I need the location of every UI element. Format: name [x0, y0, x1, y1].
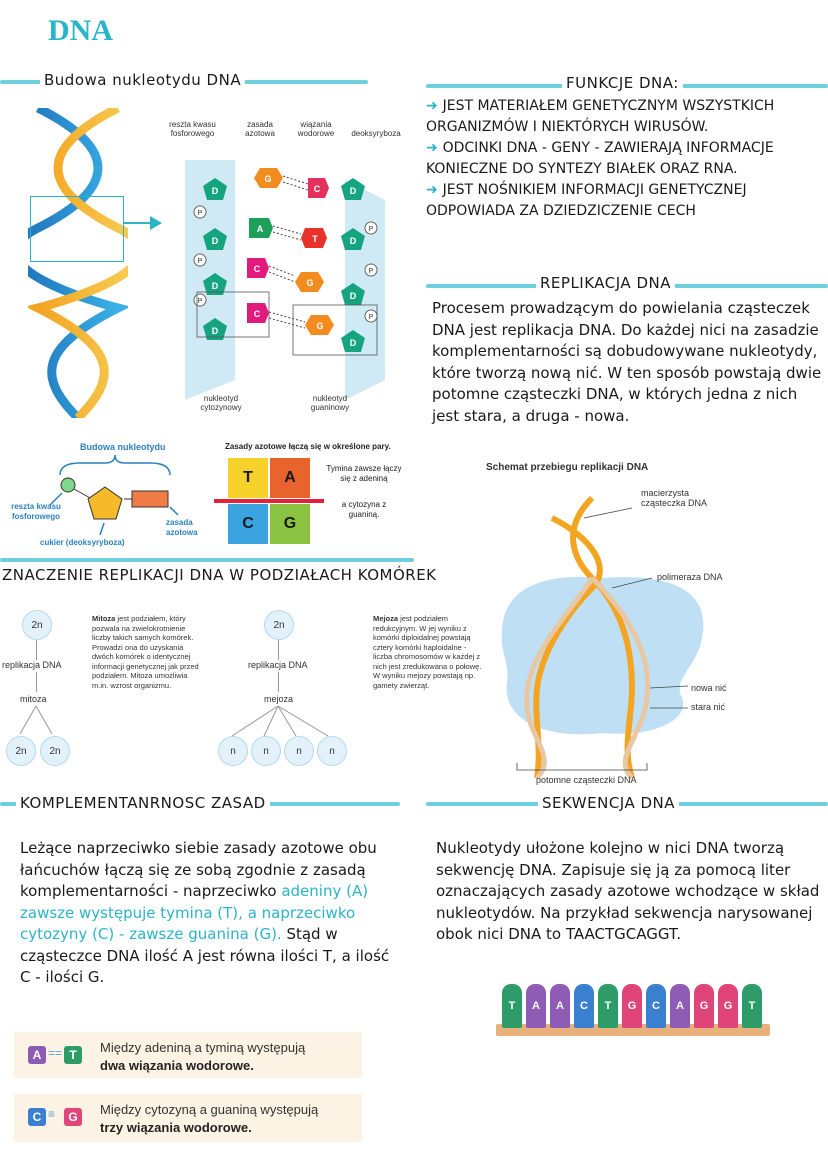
- sequence-strand: [496, 980, 770, 1042]
- label-nukleotyd-guaninowy: nukleotyd guaninowy: [310, 394, 350, 412]
- section-header-funkcje: FUNKCJE DNA:: [562, 74, 683, 92]
- label-cukier: cukier (deoksyryboza): [40, 538, 125, 547]
- nucleotide-structure-diagram: [165, 140, 390, 410]
- section-header-budowa: Budowa nukleotydu DNA: [40, 71, 245, 89]
- label-macierzysta: macierzysta cząsteczka DNA: [641, 488, 708, 508]
- mejoza-description: Mejoza jest podziałem redukcyjnym. W jej wyniku z komórki diploidalnej powstają cztery komórki haploidalne - liczba chromosomów w każdej z nich jest zredukowana o połowę. W wyniku mejozy powstają np. gamety zwierząt.: [373, 614, 482, 690]
- puzzle-title: Zasady azotowe łączą się w określone pary.: [225, 442, 391, 451]
- cell-n: n: [251, 736, 281, 766]
- diagram-title-budowa: Budowa nukleotydu: [80, 442, 166, 452]
- puzzle-graphic: [228, 458, 310, 544]
- cell-2n: 2n: [264, 610, 294, 640]
- bond-info-box-cg: [14, 1094, 362, 1142]
- sequence-base-t: T: [742, 984, 762, 1028]
- mejoza-step-replikacja: replikacja DNA: [248, 660, 308, 670]
- svg-text:D: D: [211, 326, 219, 336]
- sequence-bases: [502, 984, 764, 1028]
- sequence-base-t: T: [502, 984, 522, 1028]
- sequence-base-a: A: [526, 984, 546, 1028]
- sequence-base-t: T: [598, 984, 618, 1028]
- sequence-base-a: A: [550, 984, 570, 1028]
- cell-n: n: [284, 736, 314, 766]
- svg-text:D: D: [211, 236, 219, 246]
- section-header-sekwencja: SEKWENCJA DNA: [538, 794, 679, 812]
- label-potomne: potomne cząsteczki DNA: [536, 775, 637, 785]
- label-wiazania: wiązania wodorowe: [297, 120, 335, 138]
- bond-text-line2: trzy wiązania wodorowe.: [100, 1120, 252, 1135]
- svg-text:P: P: [368, 268, 374, 275]
- mejoza-branches: [220, 706, 340, 738]
- svg-text:D: D: [349, 338, 357, 348]
- mitoza-branches: [16, 706, 60, 736]
- funkcje-item: ➜ ODCINKI DNA - GENY - ZAWIERAJĄ INFORMACJE KONIECZNE DO SYNTEZY BIAŁEK ORAZ RNA.: [426, 140, 774, 177]
- base-c-icon: C: [28, 1108, 46, 1126]
- sequence-base-g: G: [622, 984, 642, 1028]
- header-rule: [0, 558, 414, 562]
- puzzle-note-1: Tymina zawsze łączy się z adeniną: [326, 464, 402, 483]
- svg-text:P: P: [197, 258, 203, 265]
- label-zasada-azotowa: zasada azotowa: [245, 120, 275, 138]
- arrow-icon: ➜: [426, 98, 443, 114]
- arrow-icon: ➜: [426, 182, 443, 198]
- svg-text:G: G: [264, 174, 272, 184]
- svg-text:P: P: [368, 314, 374, 321]
- puzzle-note-2: a cytozyna z guaniną.: [341, 500, 387, 519]
- cell-2n: 2n: [22, 610, 52, 640]
- flow-line: [36, 672, 37, 692]
- sekwencja-text: Nukleotydy ułożone kolejno w nici DNA tworzą sekwencję DNA. Zapisuje się ją za pomocą liter oznaczających zasady azotowe wchodzące w skład nukleotydów. Na przykład sekwencja narysowanej obok nici DNA to TAACTGCAGGT.: [436, 839, 820, 943]
- bond-text-line1: Między cytozyną a guaniną występują: [100, 1102, 319, 1117]
- puzzle-piece-c: C: [228, 504, 268, 544]
- svg-text:P: P: [197, 210, 203, 217]
- triple-bond-icon: ≡: [48, 1107, 56, 1121]
- svg-text:C: C: [253, 309, 261, 319]
- flow-line: [278, 640, 279, 660]
- cell-n: n: [317, 736, 347, 766]
- bond-info-box-at: [14, 1032, 362, 1078]
- label-stara-nic: stara nić: [691, 702, 726, 712]
- base-a-icon: A: [28, 1046, 46, 1064]
- base-t-icon: T: [64, 1046, 82, 1064]
- svg-text:G: G: [306, 278, 314, 288]
- puzzle-piece-a: A: [270, 458, 310, 498]
- flow-line: [36, 640, 37, 660]
- sequence-base-g: G: [718, 984, 738, 1028]
- cell-2n: 2n: [40, 736, 70, 766]
- svg-text:G: G: [316, 321, 324, 331]
- section-header-znaczenie: ZNACZENIE REPLIKACJI DNA W PODZIAŁACH KOMÓREK: [2, 566, 437, 584]
- dna-helix-illustration: [28, 108, 128, 418]
- label-reszta-2: reszta kwasu fosforowego: [11, 502, 61, 521]
- svg-text:D: D: [349, 236, 357, 246]
- komplementarnosc-text: Leżące naprzeciwko siebie zasady azotowe obu łańcuchów łączą się ze sobą zgodnie z zasadą komplementarności - naprzeciwko adeniny (A) zawsze występuje tymina (T), a naprzeciwko cytozyny (C) - zawsze guanina (G). Stąd w cząsteczce DNA ilość A jest równa ilości T, a ilość C - ilości G.: [20, 839, 390, 986]
- double-bond-icon: ==: [48, 1046, 63, 1060]
- puzzle-piece-t: T: [228, 458, 268, 498]
- label-deoksyryboza: deoksyryboza: [351, 129, 401, 138]
- svg-text:D: D: [349, 186, 357, 196]
- sequence-base-c: C: [646, 984, 666, 1028]
- mitoza-description: Mitoza jest podziałem, który pozwala na zwielokrotnienie liczby takich samych komórek. Prowadzi ona do uzyskania dwóch komórek o identycznej informacji genetycznej jak przed podziałem. Mitoza umożliwia m.in. wzrost organizmu.: [92, 614, 199, 690]
- bond-text-line1: Między adeniną a tyminą występują: [100, 1040, 306, 1055]
- funkcje-item: ➜ JEST MATERIAŁEM GENETYCZNYM WSZYSTKICH ORGANIZMÓW I NIEKTÓRYCH WIRUSÓW.: [426, 98, 775, 135]
- label-zasada-2: zasada azotowa: [166, 518, 198, 537]
- section-header-replikacja: REPLIKACJA DNA: [536, 274, 675, 292]
- funkcje-list: [426, 96, 826, 222]
- mejoza-step-mejoza: mejoza: [264, 694, 294, 704]
- base-g-icon: G: [64, 1108, 82, 1126]
- zoom-arrow-line: [124, 222, 152, 224]
- section-header-komplementarnosc: KOMPLEMENTANRNOSC ZASAD: [16, 794, 270, 812]
- label-polimeraza: polimeraza DNA: [657, 572, 723, 582]
- zoom-frame: [30, 196, 124, 262]
- sequence-base-g: G: [694, 984, 714, 1028]
- replication-diagram: [482, 478, 722, 798]
- flow-line: [278, 672, 279, 692]
- sequence-base-c: C: [574, 984, 594, 1028]
- svg-text:T: T: [312, 234, 318, 244]
- replikacja-text: Procesem prowadzącym do powielania cząsteczek DNA jest replikacja DNA. Do każdej nici na zasadzie komplementarności są dobudowywane nukleotydy, które tworzą nową nić. W ten sposób powstają dwie potomne cząsteczki DNA, w których jedna z nich jest stara, a druga - nowa.: [432, 299, 822, 425]
- label-nowa-nic: nowa nić: [691, 683, 727, 693]
- svg-text:C: C: [313, 184, 321, 194]
- svg-text:P: P: [368, 226, 374, 233]
- puzzle-divider: [214, 499, 324, 503]
- arrow-icon: ➜: [426, 140, 443, 156]
- cell-n: n: [218, 736, 248, 766]
- svg-text:P: P: [197, 298, 203, 305]
- mitoza-step-replikacja: replikacja DNA: [2, 660, 62, 670]
- zoom-arrow-head: [150, 216, 162, 230]
- label-reszta-kwasu: reszta kwasu fosforowego: [169, 120, 216, 138]
- svg-text:D: D: [211, 281, 219, 291]
- funkcje-item: ➜ JEST NOŚNIKIEM INFORMACJI GENETYCZNEJ ODPOWIADA ZA DZIEDZICZENIE CECH: [426, 182, 747, 219]
- svg-text:C: C: [253, 264, 261, 274]
- mitoza-step-mitoza: mitoza: [20, 694, 47, 704]
- sequence-base-a: A: [670, 984, 690, 1028]
- svg-text:A: A: [256, 224, 264, 234]
- schemat-title: Schemat przebiegu replikacji DNA: [486, 462, 649, 473]
- cell-2n: 2n: [6, 736, 36, 766]
- svg-text:D: D: [349, 291, 357, 301]
- svg-text:D: D: [211, 186, 219, 196]
- puzzle-piece-g: G: [270, 504, 310, 544]
- label-nukleotyd-cytozynowy: nukleotyd cytozynowy: [200, 394, 242, 412]
- bond-text-line2: dwa wiązania wodorowe.: [100, 1058, 254, 1073]
- page-title: DNA: [48, 14, 113, 47]
